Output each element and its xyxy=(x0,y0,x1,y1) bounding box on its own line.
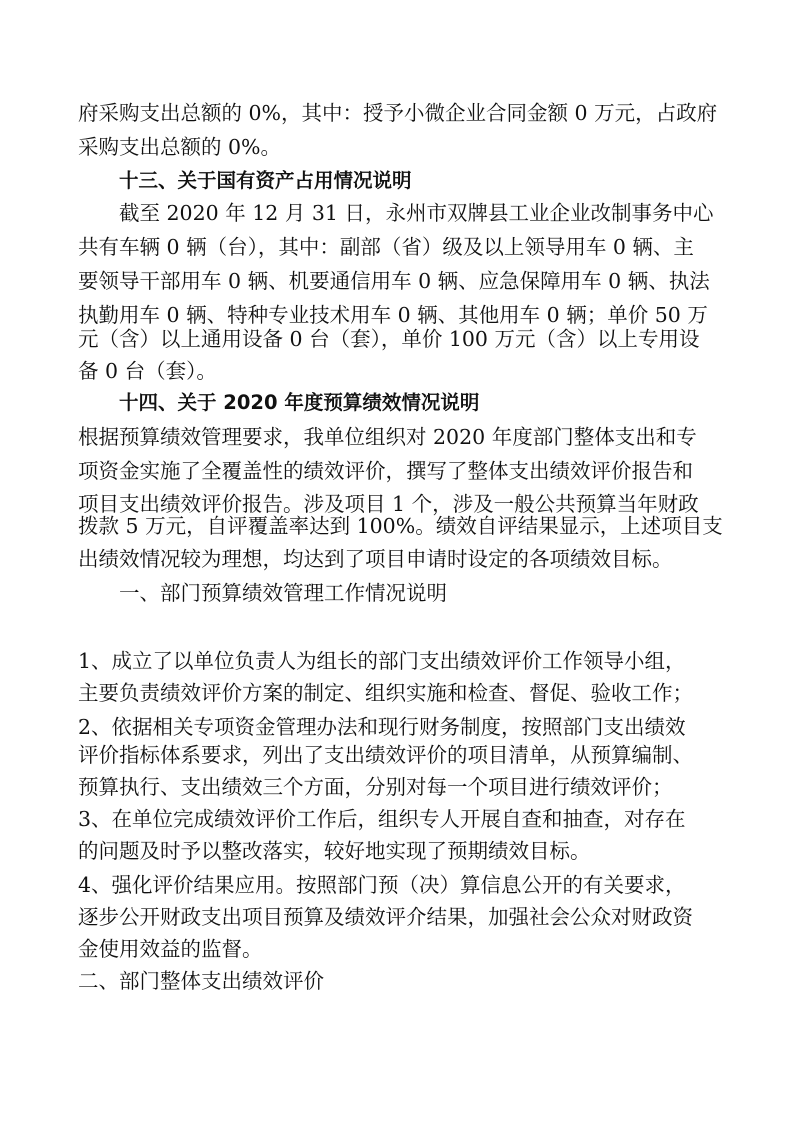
list-item: 4、强化评价结果应用。按照部门预（决）算信息公开的有关要求， xyxy=(78,873,686,897)
text-line: 主要负责绩效评价方案的制定、组织实施和检查、督促、验收工作； xyxy=(78,681,693,705)
subsection-heading: 一、部门预算绩效管理工作情况说明 xyxy=(119,581,447,605)
text-line: 元（含）以上通用设备 0 台（套），单价 100 万元（含）以上专用设 xyxy=(78,327,700,351)
text-line: 出绩效情况较为理想，均达到了项目申请时设定的各项绩效目标。 xyxy=(78,547,673,571)
text-line: 截至 2020 年 12 月 31 日，永州市双牌县工业企业改制事务中心 xyxy=(119,201,714,225)
text-line: 备 0 台（套）。 xyxy=(78,359,217,383)
list-item: 1、成立了以单位负责人为组长的部门支出绩效评价工作领导小组， xyxy=(78,649,686,673)
text-line: 拨款 5 万元，自评覆盖率达到 100%。绩效自评结果显示，上述项目支 xyxy=(78,514,723,538)
text-line: 要领导干部用车 0 辆、机要通信用车 0 辆、应急保障用车 0 辆、执法 xyxy=(78,269,710,293)
list-item: 3、在单位完成绩效评价工作后，组织专人开展自查和抽查，对存在 xyxy=(78,807,686,831)
list-item: 2、依据相关专项资金管理办法和现行财务制度，按照部门支出绩效 xyxy=(78,715,686,739)
text-line: 评价指标体系要求，列出了支出绩效评价的项目清单，从预算编制、 xyxy=(78,743,693,767)
text-line: 预算执行、支出绩效三个方面，分别对每一个项目进行绩效评价； xyxy=(78,775,673,799)
text-line: 项目支出绩效评价报告。涉及项目 1 个，涉及一般公共预算当年财政 xyxy=(78,492,699,516)
text-line: 逐步公开财政支出项目预算及绩效评介结果，加强社会公众对财政资 xyxy=(78,905,693,929)
text-line: 根据预算绩效管理要求，我单位组织对 2020 年度部门整体支出和专 xyxy=(78,425,697,449)
text-line: 府采购支出总额的 0%，其中：授予小微企业合同金额 0 万元，占政府 xyxy=(78,101,718,125)
text-line: 采购支出总额的 0%。 xyxy=(78,135,282,159)
text-line: 金使用效益的监督。 xyxy=(78,937,263,961)
text-line: 执勤用车 0 辆、特种专业技术用车 0 辆、其他用车 0 辆；单价 50 万 xyxy=(78,303,708,327)
subsection-heading: 二、部门整体支出绩效评价 xyxy=(78,969,324,993)
section-heading-13: 十三、关于国有资产占用情况说明 xyxy=(119,169,412,192)
text-line: 项资金实施了全覆盖性的绩效评价，撰写了整体支出绩效评价报告和 xyxy=(78,459,693,483)
text-line: 共有车辆 0 辆（台），其中：副部（省）级及以上领导用车 0 辆、主 xyxy=(78,235,694,259)
section-heading-14: 十四、关于 2020 年度预算绩效情况说明 xyxy=(119,391,480,414)
text-line: 的问题及时予以整改落实，较好地实现了预期绩效目标。 xyxy=(78,839,591,863)
